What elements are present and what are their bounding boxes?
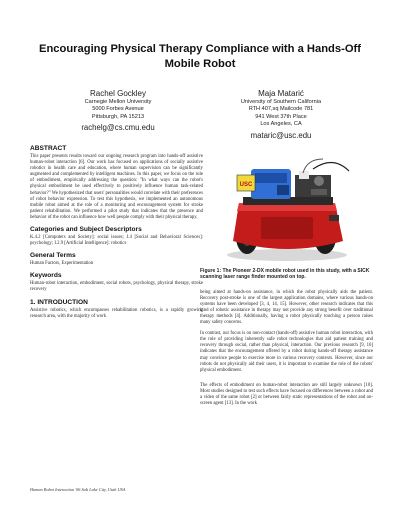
author-name: Rachel Gockley — [89, 89, 147, 98]
introduction-heading: 1. INTRODUCTION — [30, 298, 88, 306]
body-paragraph: The effects of embodiment on human-robot interaction are still largely unknown [10]. Most studies designed to test such effects have focused on differences between a robot and a video of the same robot [2] or between fairly static representations of the robot and on-screen agent [13]. In the work — [200, 382, 373, 407]
author-name: Maja Matarić — [258, 89, 304, 98]
author-affiliation-line: University of Southern California — [240, 99, 322, 105]
abstract-text: This paper presents results toward our ongoing research program into hands-off assistive human-robot interaction [6]. Our work has focused on applications of socially assistive robotics in health care and education, where human supervision can be significantly augmented and complemented by intelligent machines. In this paper, we focus on the role of embodiment, empirically addressing the question: "In what ways can the robot's physical embodiment be used effectively to positively influence human task-related behavior?" We hypothesized that users' personalities would correlate with their preferences of robot behavior expression. To test this hypothesis, we implemented an autonomous mobile robot aimed at the role of a monitoring and encouragement system for stroke patient rehabilitation. We performed a pilot study that indicates that the presence and behavior of the robot can influence how well people comply with their physical therapy. — [30, 154, 203, 220]
author-affiliation-line: Los Angeles, CA — [260, 121, 302, 128]
general-terms-heading: General Terms — [30, 252, 76, 260]
conference-footnote: Human Robot Interaction '06 Salt Lake City, Utah USA — [30, 487, 126, 492]
paper-title: Encouraging Physical Therapy Compliance with a Hands-Off Mobile Robot — [38, 43, 361, 70]
abstract-heading: ABSTRACT — [30, 145, 67, 152]
keywords-heading: Keywords — [30, 272, 62, 280]
right-column — [200, 145, 373, 407]
author-block-1 — [33, 88, 203, 133]
introduction-text: Assistive robotics, which encompasses rehabilitation robotics, is a rapidly growing research area, with the majority of work — [30, 307, 203, 319]
robot-usc-label: USC — [239, 182, 253, 188]
general-terms-text: Human Factors, Experimentation — [30, 261, 94, 267]
robot-figure — [203, 145, 371, 263]
body-paragraph: In contrast, our focus is on non-contact (hands-off) assistive human robot interaction, with the role of providing inherently safe robot technologies that aid patient training and recovery through social, rather than physical, interaction. Our previous research [9, 16] indicates that the encouragement offered by a robot during hands-off therapy assistance may convince people to exercise more in various recovery contexts. However, since our robots do not physically aid their users, it is important to examine the role of the robots' physical embodiment. — [200, 331, 373, 373]
body-paragraph: being aimed at hands-on assistance, in which the robot physically aids the patient. Recovery post-stroke is one of the largest application domains, where various hands-on systems have been developed [3, 4, 14, 15]. However, other research indicates that this kind of robotic assistance in therapy may not provide any strong benefit over traditional therapy methods [4]. Additionally, having a robot physically touching a person raises many safety concerns. — [200, 289, 373, 326]
keywords-text: Human-robot interaction, embodiment, social robots, psychology, physical therapy, stroke recovery — [30, 281, 203, 293]
author-affiliation-line: Pittsburgh, PA 15213 — [91, 113, 145, 120]
author-block-2 — [196, 88, 366, 141]
author-email: rachelg@cs.cmu.edu — [81, 123, 155, 133]
author-email: mataric@usc.edu — [250, 130, 312, 140]
author-affiliation-line: 5000 Forbes Avenue — [92, 106, 144, 113]
author-affiliation-line: Carnegie Mellon University — [84, 99, 152, 105]
left-column — [30, 145, 203, 320]
categories-text: K.4.2 [Computers and Society]: social issues; J.4 [Social and Behavioral Sciences]: psychology; I.2.9 [Artificial Intelligence]: robotics — [30, 235, 203, 247]
author-affiliation-line: RTH 407,sq Mailcode 781 — [248, 106, 314, 113]
categories-heading: Categories and Subject Descriptors — [30, 226, 142, 234]
robot-image — [203, 145, 371, 263]
author-affiliation-line: 941 West 37th Place — [255, 113, 307, 120]
figure-caption: Figure 1: The Pioneer 2-DX mobile robot used in this study, with a SICK scanning laser range finder mounted on top. — [200, 268, 370, 281]
